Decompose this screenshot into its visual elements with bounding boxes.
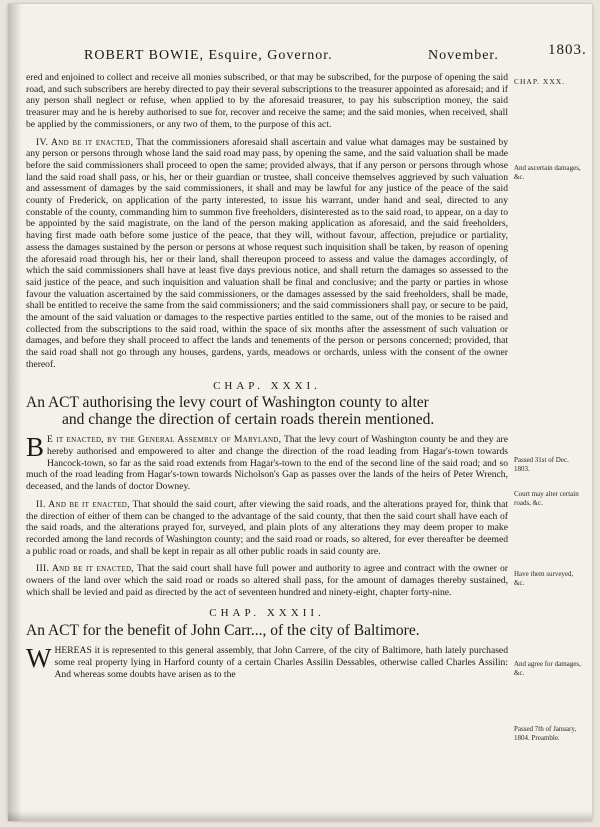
- margin-chap-label: CHAP. XXX.: [514, 77, 566, 86]
- book-page: [8, 4, 592, 821]
- running-header: [68, 42, 587, 70]
- section-ii-lead: II. And be it enacted,: [36, 498, 130, 510]
- header-title: ROBERT BOWIE, Esquire, Governor.: [84, 48, 333, 63]
- act-xxxi-title-line-1: An ACT authorising the levy court of Washington county to alter: [26, 394, 429, 412]
- page-bottom-shadow: [8, 811, 592, 821]
- chapter-xxxii-heading: CHAP. XXXII.: [209, 607, 325, 620]
- paragraph-intro: [26, 72, 508, 131]
- margin-note-assess: And ascertain damages, &c.: [514, 164, 581, 181]
- act-xxxii-title: An ACT for the benefit of John Carr..., of the city of Baltimore.: [26, 622, 420, 640]
- margin-note-passed: Passed 31st of Dec. 1803.: [514, 456, 569, 473]
- chapter-xxxi-heading: CHAP. XXXI.: [213, 379, 321, 392]
- act-xxxi-title-line-2: and change the direction of certain roads therein mentioned.: [62, 411, 435, 429]
- section-ii-text: That should the said court, after viewing the said roads, and the alterations prayed for, think that the direction of either of them can be changed to the advantage of the said county, that then the said court shall have each of the said roads, and the alterations prayed for, surveyed, and plain plots of any alterations they may deem proper to make recorded among the land records of Washington county; and the said road or roads, so altered, for ever thereafter be deemed a public road or roads, and shall be kept in repair as all other public roads in said county are.: [26, 498, 509, 557]
- margin-note-court: Court may alter certain roads, &c.: [514, 490, 579, 507]
- section-i-xxxi: [26, 434, 508, 493]
- section-ii: [26, 499, 508, 558]
- drop-cap-b: B: [26, 432, 45, 463]
- section-iii-text: That the said court shall have full power and authority to agree and contract with the owner or owners of the land over which the said road or roads so altered shall pass, for the amount of damages thereby sustained, which shall be levied and paid as directed by the act of seventeen hundred and ninety-eight, chapter forty-nine.: [26, 563, 508, 598]
- intro-text: ered and enjoined to collect and receive all monies subscribed, or that may be subscribed, for the purpose of opening the said road, and such subscribers are hereby directed to pay their several subscriptions to the treasurer appointed as aforesaid; and if any person shall neglect or refuse, when applied to by the aforesaid treasurer, to pay his subscription money, the said treasurer may and he is hereby authorised to sue for, recover and receive the same; and the said monies, when received, shall be applied by the commissioners, or any two of them, to the purpose of this act.: [26, 72, 508, 130]
- margin-note-agree: And agree for damages, &c.: [514, 660, 581, 677]
- preamble-text: HEREAS it is represented to this general assembly, that John Carrere, of the city of Baltimore, hath lately purchased some real property lying in Harford county of a certain Charles Assilin Dessables, otherwise called Charles Assilin: And whereas some doubts have arisen as to the: [54, 645, 508, 680]
- act-xxxi-title: [26, 394, 508, 428]
- page-body: [26, 72, 508, 686]
- margin-note-passed-2: Passed 7th of January, 1804. Preamble.: [514, 725, 577, 742]
- preamble-whereas: [26, 645, 508, 680]
- section-iv: [26, 137, 508, 371]
- section-i-text: That the levy court of Washington county be and they are hereby authorised and empowered to alter and change the direction of the road leading from Hagar's-town towards Hancock-town, so far as the said road extends from Hagar's-town to the end of the second line of the said road; and so much of the road leading from Hagar's-town towards Nicholson's Gap as passes over the lands of the heirs of Peter Wrench, deceased, and the lands of doctor Downey.: [26, 434, 508, 493]
- section-iv-lead: IV. And be it enacted,: [36, 136, 134, 148]
- header-year: 1803.: [548, 42, 587, 58]
- drop-cap-w: W: [26, 643, 52, 674]
- margin-note-surveyed: Have them surveyed, &c.: [514, 570, 574, 587]
- section-iv-text: That the commissioners aforesaid shall ascertain and value what damages may be sustained by any person or persons through whose land the said road may pass, by opening the same, and the said valuation shall be made before the said commissioners shall proceed to open the same; provided always, that if any person or persons through whose land the said road shall pass, or his, her or their guardian or trustee, shall conceive themselves aggrieved by such valuation and assessment of damages by the said commissioners, it shall and may be lawful for any justice of the peace of the said county of Frederick, on application of the party interested, to issue his warrant, under hand and seal, directed to any constable of the county, commanding him to summon five freeholders, disinterested as to the said road, to appear, on a day to be appointed by the said magistrate, on the land of the person making application as aforesaid, and the said freeholders, having first made oath before some justice of the peace, that they will, without favour, affection, prejudice or partiality, assess the damages sustained by the person or persons at whose request such inquisition shall be taken, by reason of opening the aforesaid road through his, her or their land, shall thereupon proceed to assess and value the damages accordingly, of which the said commissioners shall have at least five days previous notice, and shall return the damages so assessed to the said justice of the peace, and such inquisition and valuation shall be final and conclusive; and the party or parties in whose favour the valuation ascertained by the said commissioners, or the damages assessed by the said freeholders, shall be made, shall be entitled to receive the same from the said commissioners; and the said commissioners shall pay, or secure to be paid, the amount of the said valuation or damages to the respective parties entitled to the same, out of the monies to be raised and collected from the subscriptions to the said road, within the space of six months after the assessment of such valuation or damages, and before they shall proceed to affect the lands and tenements of the person or persons concerned; provided, that the said road shall not go through any houses, gardens, yards, meadows or orchards, unless with the consent of the owner thereof.: [26, 136, 508, 370]
- header-month: November.: [428, 48, 499, 63]
- enacting-clause: E it enacted, by the General Assembly of Maryland,: [47, 434, 282, 446]
- section-iii: [26, 563, 508, 598]
- page-edge-shadow: [8, 4, 22, 821]
- section-iii-lead: III. And be it enacted,: [36, 563, 134, 575]
